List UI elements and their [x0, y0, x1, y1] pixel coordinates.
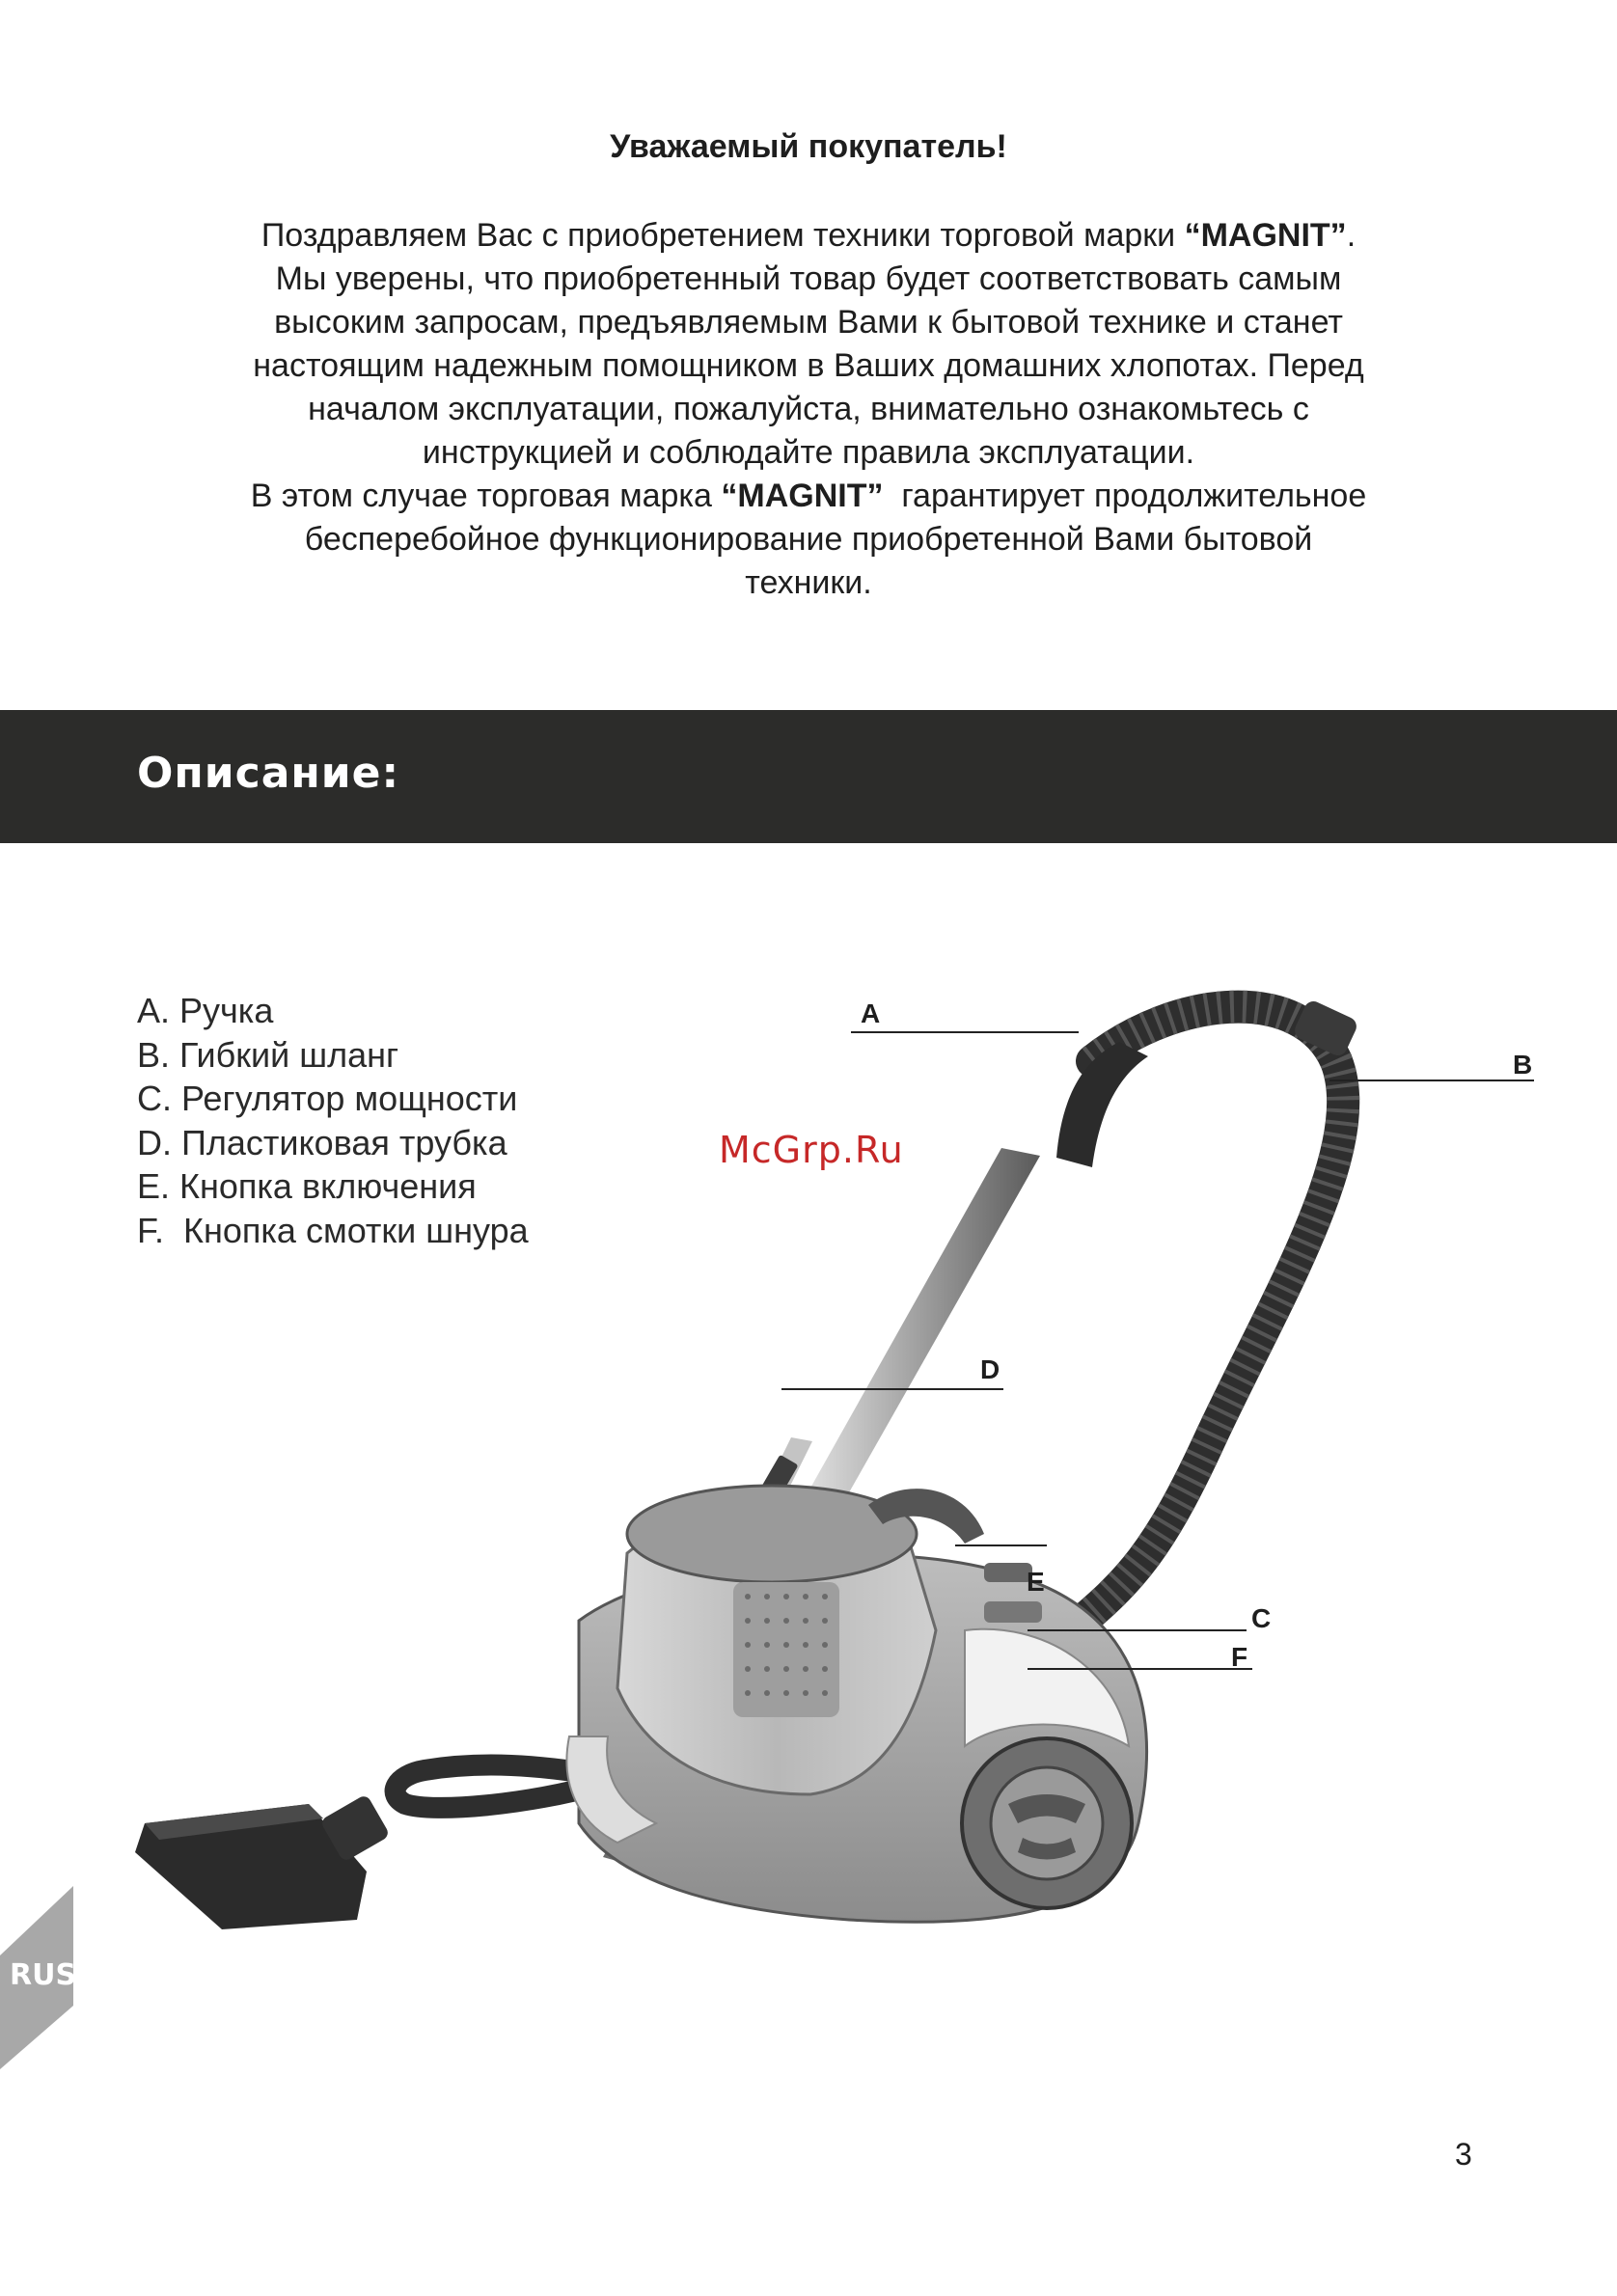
- hose: [1071, 1007, 1343, 1630]
- callout-label-b: B: [1513, 1050, 1533, 1080]
- part-item-a: A. Ручка: [137, 991, 274, 1030]
- callout-label-e: E: [1027, 1567, 1045, 1597]
- part-item-b: B. Гибкий шланг: [137, 1034, 399, 1075]
- handle: [1056, 1042, 1148, 1167]
- intro-line-9: техники.: [745, 564, 872, 601]
- part-item-c: C. Регулятор мощности: [137, 1079, 518, 1118]
- vacuum-cleaner-illustration: [116, 955, 1592, 2026]
- intro-line-2: Мы уверены, что приобретенный товар будет соответствовать самым: [275, 260, 1342, 297]
- part-item-e: E. Кнопка включения: [137, 1166, 477, 1206]
- watermark: McGrp.Ru: [719, 1129, 904, 1171]
- intro-line-8: бесперебойное функционирование приобретенной Вами бытовой: [304, 521, 1313, 558]
- cord-rewind-button-shape: [984, 1601, 1042, 1623]
- section-title: Описание:: [137, 749, 400, 798]
- callout-label-f: F: [1231, 1642, 1248, 1672]
- greeting-title: Уважаемый покупатель!: [610, 128, 1007, 165]
- callout-label-a: A: [861, 998, 881, 1028]
- page-number: 3: [1455, 2137, 1472, 2172]
- language-tab-label: RUS: [10, 1958, 77, 1992]
- intro-line-3: высоким запросам, предъявляемым Вами к бытовой технике и станет: [274, 304, 1343, 341]
- intro-text: [133, 214, 1484, 605]
- intro-line-1: Поздравляем Вас с приобретением техники торговой марки “MAGNIT”.: [260, 217, 1357, 254]
- part-item-d: D. Пластиковая трубка: [137, 1122, 507, 1162]
- section-header-band: [0, 710, 1617, 843]
- intro-line-7: В этом случае торговая марка “MAGNIT” гарантирует продолжительное: [250, 478, 1367, 514]
- power-button-shape: [984, 1563, 1032, 1582]
- part-item-f: F. Кнопка смотки шнура: [137, 1210, 529, 1250]
- intro-line-6: инструкцией и соблюдайте правила эксплуатации.: [422, 434, 1195, 471]
- intro-line-4: настоящим надежным помощником в Ваших домашних хлопотах. Перед: [253, 347, 1364, 384]
- callout-label-d: D: [980, 1354, 1000, 1384]
- callout-label-c: C: [1251, 1603, 1272, 1633]
- intro-line-5: началом эксплуатации, пожалуйста, внимательно ознакомьтесь с: [308, 391, 1309, 427]
